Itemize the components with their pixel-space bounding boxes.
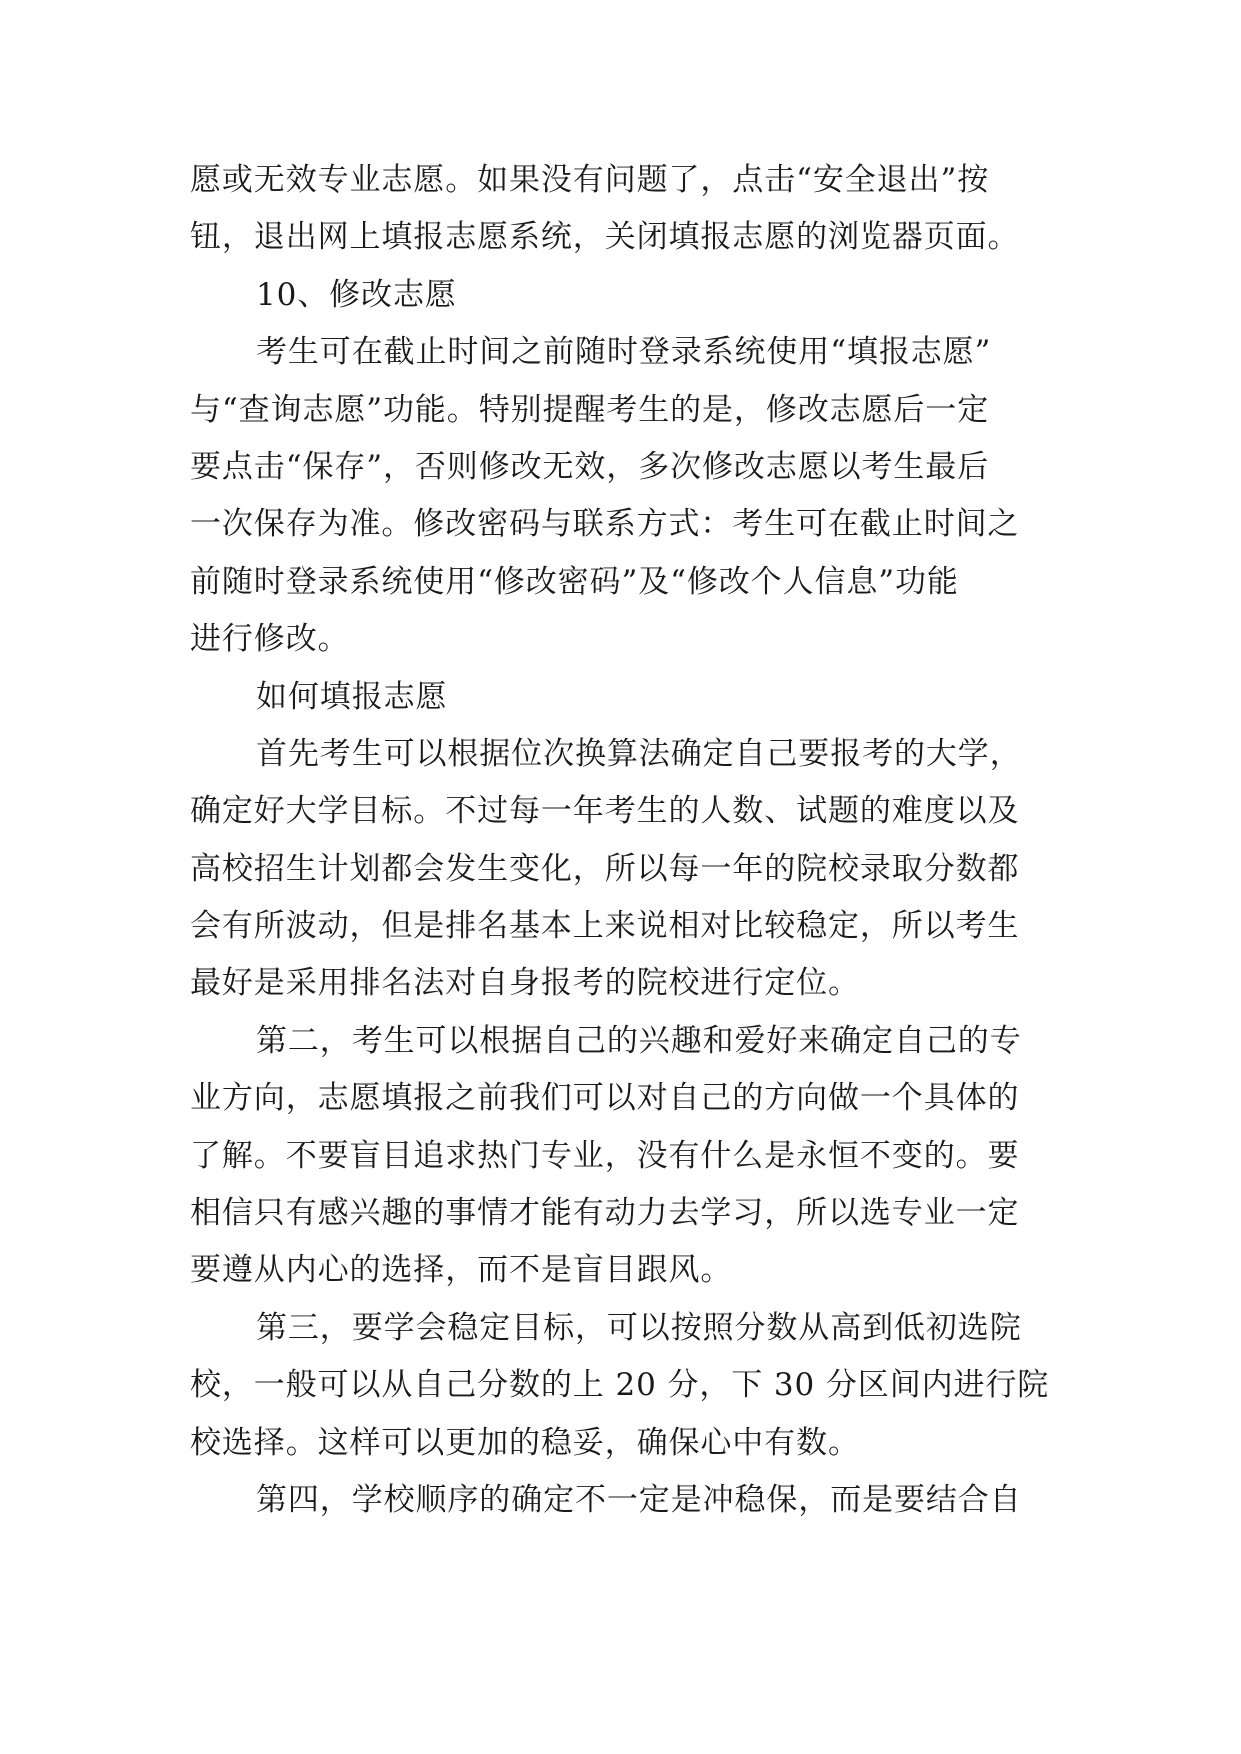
text-line: 相信只有感兴趣的事情才能有动力去学习，所以选专业一定 xyxy=(190,1195,1020,1232)
text-line: 要遵从内心的选择，而不是盲目跟风。 xyxy=(190,1252,733,1289)
text-line: 第三，要学会稳定目标，可以按照分数从高到低初选院 xyxy=(256,1309,1022,1346)
text-line: 进行修改。 xyxy=(190,621,350,658)
text-line: 愿或无效专业志愿。如果没有问题了，点击“安全退出”按 xyxy=(190,162,990,198)
text-line: 了解。不要盲目追求热门专业，没有什么是永恒不变的。要 xyxy=(190,1137,1020,1174)
section-heading: 10、修改志愿 xyxy=(256,276,457,313)
text-line: 业方向，志愿填报之前我们可以对自己的方向做一个具体的 xyxy=(190,1080,1020,1117)
text-line: 校选择。这样可以更加的稳妥，确保心中有数。 xyxy=(190,1424,860,1461)
section-heading: 如何填报志愿 xyxy=(256,678,448,715)
text-line: 第二，考生可以根据自己的兴趣和爱好来确定自己的专 xyxy=(256,1022,1022,1059)
text-line: 第四，学校顺序的确定不一定是冲稳保，而是要结合自 xyxy=(256,1481,1022,1518)
text-line: 校，一般可以从自己分数的上 20 分，下 30 分区间内进行院 xyxy=(190,1367,1050,1404)
text-line: 前随时登录系统使用“修改密码”及“修改个人信息”功能 xyxy=(190,563,959,600)
text-line: 钮，退出网上填报志愿系统，关闭填报志愿的浏览器页面。 xyxy=(190,219,1020,256)
document-body xyxy=(190,152,1060,1529)
text-line: 一次保存为准。修改密码与联系方式：考生可在截止时间之 xyxy=(190,506,1020,543)
text-line: 与“查询志愿”功能。特别提醒考生的是，修改志愿后一定 xyxy=(190,391,990,428)
text-line: 首先考生可以根据位次换算法确定自己要报考的大学， xyxy=(256,735,1022,772)
text-line: 最好是采用排名法对自身报考的院校进行定位。 xyxy=(190,965,860,1002)
text-line: 会有所波动，但是排名基本上来说相对比较稳定，所以考生 xyxy=(190,908,1020,945)
text-line: 要点击“保存”，否则修改无效，多次修改志愿以考生最后 xyxy=(190,448,990,485)
text-line: 考生可在截止时间之前随时登录系统使用“填报志愿” xyxy=(256,334,992,371)
text-line: 高校招生计划都会发生变化，所以每一年的院校录取分数都 xyxy=(190,850,1020,887)
text-line: 确定好大学目标。不过每一年考生的人数、试题的难度以及 xyxy=(190,793,1020,830)
